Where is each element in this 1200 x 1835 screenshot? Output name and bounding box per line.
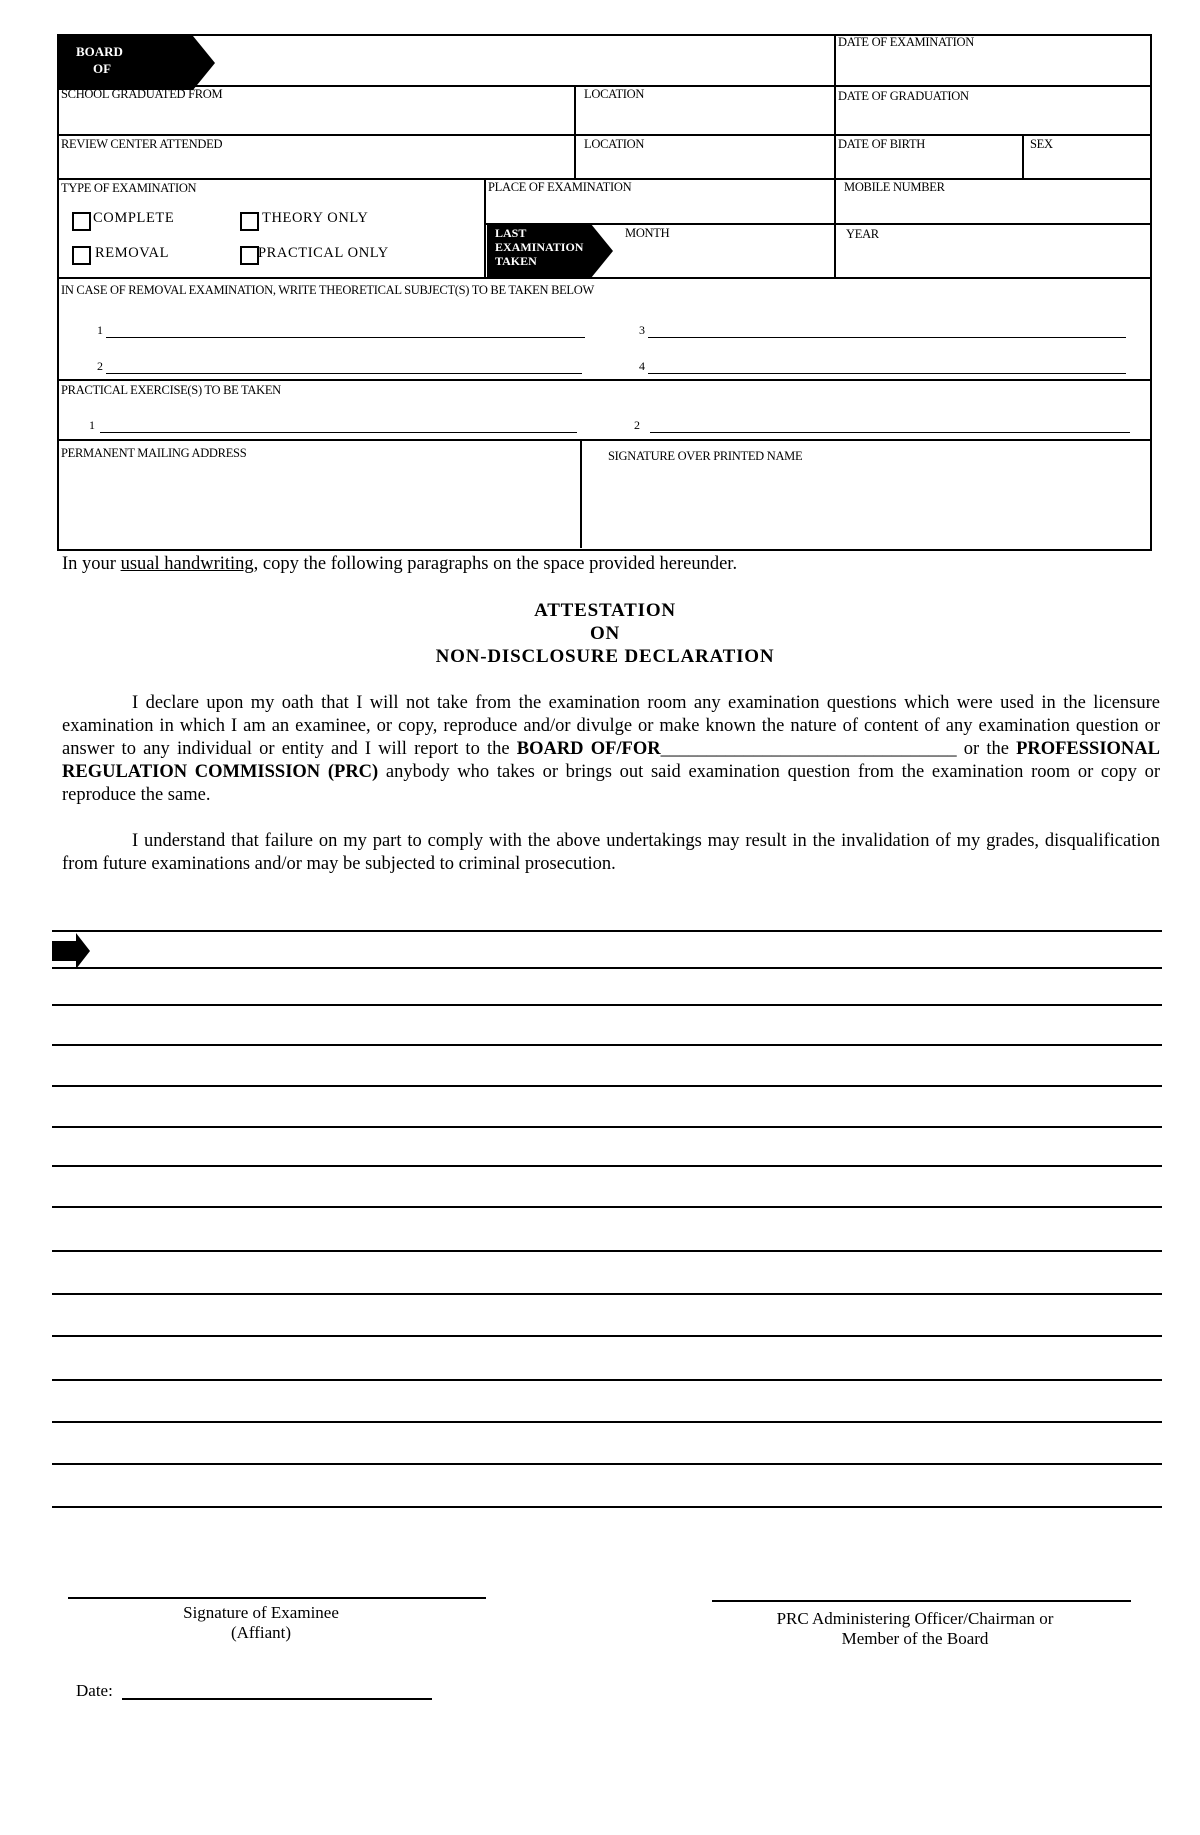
subject-line-1[interactable] [106, 337, 585, 338]
writing-line[interactable] [52, 930, 1162, 932]
label-month: MONTH [625, 226, 670, 240]
option-removal: REMOVAL [95, 245, 170, 261]
declaration-board-of-for: BOARD OF/FOR [516, 739, 661, 759]
label-mobile-number: MOBILE NUMBER [844, 180, 945, 194]
instruction-underlined: usual handwriting, [120, 554, 259, 574]
subject-number-4: 4 [639, 359, 645, 373]
col-divider [574, 85, 576, 179]
writing-line[interactable] [52, 1126, 1162, 1128]
row-divider [57, 134, 1150, 136]
declaration-p2-text: I understand that failure on my part to comply with the above undertakings may result in the invalidation of my grades, disqualification from future examinations and/or may be subjected to criminal prosecution. [62, 831, 1160, 874]
officer-signature-label: PRC Administering Officer/Chairman or [776, 1609, 1054, 1628]
subject-line-2[interactable] [106, 373, 582, 374]
label-removal-instruction: IN CASE OF REMOVAL EXAMINATION, WRITE THEORETICAL SUBJECT(S) TO BE TAKEN BELOW [61, 283, 594, 297]
handwriting-instruction [62, 554, 737, 575]
declaration-p1-end: anybody who takes or brings out said examination question from the examination room or copy or reproduce the same. [62, 762, 1160, 805]
declaration-paragraph-2 [62, 830, 1160, 876]
date-label: Date: [76, 1681, 113, 1700]
writing-line[interactable] [52, 1379, 1162, 1381]
writing-line[interactable] [52, 1506, 1162, 1508]
theory-only-checkbox[interactable] [240, 212, 259, 231]
subject-number-3: 3 [639, 323, 645, 337]
affiant-label: (Affiant) [230, 1623, 292, 1642]
writing-line[interactable] [52, 1085, 1162, 1087]
declaration-board-blank: ________________________________ [660, 739, 957, 759]
removal-checkbox[interactable] [72, 246, 91, 265]
writing-line[interactable] [52, 1463, 1162, 1465]
practical-only-checkbox[interactable] [240, 246, 259, 265]
practical-number-1: 1 [89, 418, 95, 432]
writing-line[interactable] [52, 1044, 1162, 1046]
practical-line-2[interactable] [650, 432, 1130, 433]
label-date-of-birth: DATE OF BIRTH [838, 137, 926, 151]
writing-line[interactable] [52, 1165, 1162, 1167]
label-signature-over-printed-name: SIGNATURE OVER PRINTED NAME [608, 449, 803, 463]
last-exam-tag-line3: TAKEN [495, 254, 537, 268]
writing-line[interactable] [52, 1293, 1162, 1295]
declaration-or-the: or the [956, 739, 1017, 759]
col-divider [484, 178, 486, 278]
practical-line-1[interactable] [100, 432, 577, 433]
row-divider [57, 379, 1150, 381]
last-examination-taken-tag [487, 224, 591, 278]
col-divider [580, 439, 582, 548]
instruction-prefix: In your [62, 554, 121, 574]
attestation-title [300, 599, 910, 668]
label-location-2: LOCATION [584, 137, 645, 151]
board-tag-label-of: OF [93, 61, 112, 76]
writing-line[interactable] [52, 1335, 1162, 1337]
last-exam-tag-line2: EXAMINATION [495, 240, 584, 254]
member-of-board-label: Member of the Board [841, 1629, 989, 1648]
label-place-of-examination: PLACE OF EXAMINATION [488, 180, 632, 194]
label-review-center-attended: REVIEW CENTER ATTENDED [61, 137, 223, 151]
examinee-signature-caption [120, 1603, 402, 1643]
col-divider [1022, 134, 1024, 179]
row-divider [57, 439, 1150, 441]
declaration-paragraph-1 [62, 692, 1160, 807]
subject-line-4[interactable] [648, 373, 1126, 374]
examinee-signature-label: Signature of Examinee [183, 1603, 339, 1622]
subject-line-3[interactable] [648, 337, 1126, 338]
declaration-prc: PROFESSIONAL REGULATION COMMISSION (PRC) [62, 739, 1160, 782]
practical-number-2: 2 [634, 418, 640, 432]
label-date-of-graduation: DATE OF GRADUATION [838, 89, 969, 103]
label-sex: SEX [1030, 137, 1053, 151]
board-tag-label: BOARD [76, 44, 123, 59]
officer-signature-caption [700, 1609, 1130, 1649]
attestation-title-line2: ON [589, 623, 621, 644]
board-of-tag [59, 36, 193, 90]
col-divider [834, 34, 836, 279]
writing-line[interactable] [52, 1421, 1162, 1423]
attestation-title-line3: NON-DISCLOSURE DECLARATION [435, 646, 775, 667]
writing-line[interactable] [52, 1250, 1162, 1252]
date-line[interactable] [122, 1698, 432, 1700]
option-theory-only: THEORY ONLY [262, 210, 369, 226]
examinee-signature-line[interactable] [68, 1597, 486, 1599]
label-school-graduated-from: SCHOOL GRADUATED FROM [61, 87, 223, 101]
option-practical-only: PRACTICAL ONLY [258, 245, 389, 261]
writing-line[interactable] [52, 1004, 1162, 1006]
officer-signature-line[interactable] [712, 1600, 1131, 1602]
writing-line[interactable] [52, 967, 1162, 969]
attestation-title-line1: ATTESTATION [534, 600, 676, 621]
label-year: YEAR [846, 227, 879, 241]
option-complete: COMPLETE [93, 210, 175, 226]
subject-number-1: 1 [97, 323, 103, 337]
subject-number-2: 2 [97, 359, 103, 373]
declaration-p1-text: I declare upon my oath that I will not take from the examination room any examination questions which were used in the licensure examination in which I am an examinee, or copy, reproduce and/or divulge or make known the nature of content of any examination question or answer to any individual or entity and I will report to the [62, 693, 1160, 759]
instruction-suffix: copy the following paragraphs on the space provided hereunder. [258, 554, 738, 574]
complete-checkbox[interactable] [72, 212, 91, 231]
label-date-of-examination: DATE OF EXAMINATION [838, 35, 974, 49]
label-location: LOCATION [584, 87, 645, 101]
label-permanent-mailing-address: PERMANENT MAILING ADDRESS [61, 446, 247, 460]
label-type-of-examination: TYPE OF EXAMINATION [61, 181, 197, 195]
writing-line[interactable] [52, 1206, 1162, 1208]
label-practical-exercises: PRACTICAL EXERCISE(S) TO BE TAKEN [61, 383, 281, 397]
last-exam-tag-line1: LAST [495, 226, 527, 240]
